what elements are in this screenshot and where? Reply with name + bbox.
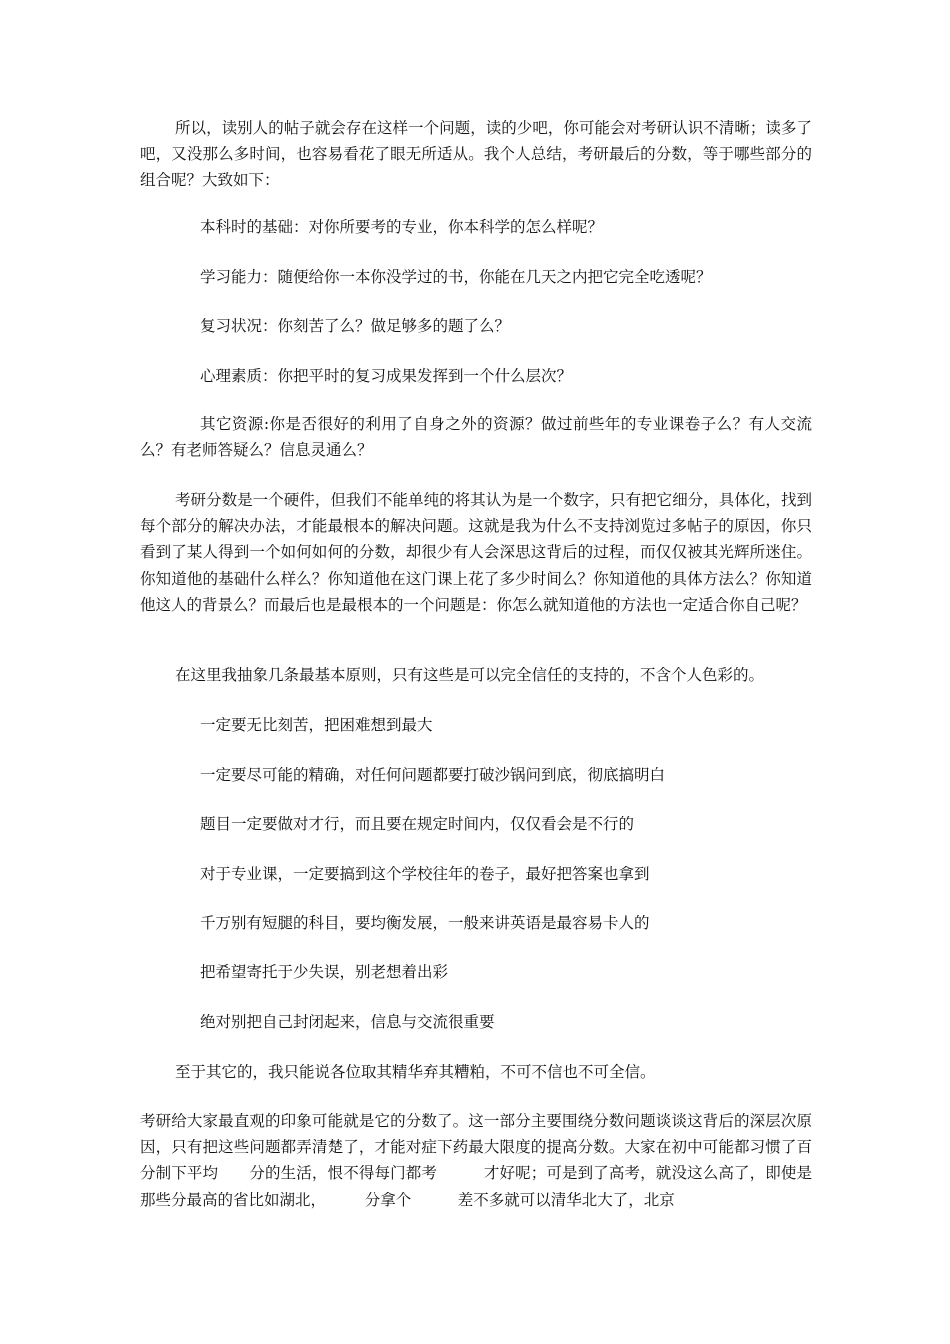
component-item-foundation: 本科时的基础：对你所要考的专业，你本科学的怎么样呢？ <box>200 218 604 236</box>
principle-item: 题目一定要做对才行，而且要在规定时间内，仅仅看会是不行的 <box>200 815 635 833</box>
other-resources-paragraph: 其它资源:你是否很好的利用了自身之外的资源？做过前些年的专业课卷子么？有人交流么？有老师答疑么？信息灵通么？ <box>140 415 812 460</box>
component-item-mental-quality: 心理素质：你把平时的复习成果发挥到一个什么层次？ <box>200 367 573 385</box>
score-paragraph: 考研分数是一个硬件，但我们不能单纯的将其认为是一个数字，只有把它细分，具体化，找到每个部分的解决办法，才能最根本的解决问题。这就是我为什么不支持浏览过多帖子的原因，你只看到了某人得到一个如何如何的分数，却很少有人会深思这背后的过程，而仅仅被其光辉所迷住。你知道他的基础什么样么？你知道他在这门课上花了多少时间么？你知道他的具体方法么？你知道他这人的背景么？而最后也是最根本的一个问题是：你怎么就知道他的方法也一定适合你自己呢？ <box>140 491 812 614</box>
intro-paragraph: 所以，读别人的帖子就会存在这样一个问题，读的少吧，你可能会对考研认识不清晰；读多了吧，又没那么多时间，也容易看花了眼无所适从。我个人总结，考研最后的分数，等于哪些部分的组合呢？大致如下： <box>140 119 812 190</box>
conclusion-paragraph: 至于其它的，我只能说各位取其精华弃其糟粕，不可不信也不可全信。 <box>175 1063 656 1081</box>
component-item-learning-ability: 学习能力：随便给你一本你没学过的书，你能在几天之内把它完全吃透呢？ <box>200 268 712 286</box>
final-paragraph: 考研给大家最直观的印象可能就是它的分数了。这一部分主要围绕分数问题谈谈这背后的深层次原因，只有把这些问题都弄清楚了，才能对症下药最大限度的提高分数。大家在初中可能都习惯了百分制下平均 分的生活，恨不得每门都考 才好呢；可是到了高考，就没这么高了，即使是那些分最高的省比如湖北， 分拿个 差不多就可以清华北大了，北京 <box>140 1112 812 1209</box>
principle-item: 对于专业课，一定要搞到这个学校往年的卷子，最好把答案也拿到 <box>200 865 650 883</box>
principle-item: 绝对别把自己封闭起来，信息与交流很重要 <box>200 1013 495 1031</box>
principle-item: 一定要尽可能的精确，对任何问题都要打破沙锅问到底，彻底搞明白 <box>200 766 666 784</box>
principle-item: 一定要无比刻苦，把困难想到最大 <box>200 716 433 734</box>
principle-item: 千万别有短腿的科目，要均衡发展，一般来讲英语是最容易卡人的 <box>200 914 650 932</box>
principle-item: 把希望寄托于少失误，别老想着出彩 <box>200 963 449 981</box>
principles-intro: 在这里我抽象几条最基本原则，只有这些是可以完全信任的支持的，不含个人色彩的。 <box>175 666 765 684</box>
component-item-review-status: 复习状况：你刻苦了么？做足够多的题了么？ <box>200 317 511 335</box>
